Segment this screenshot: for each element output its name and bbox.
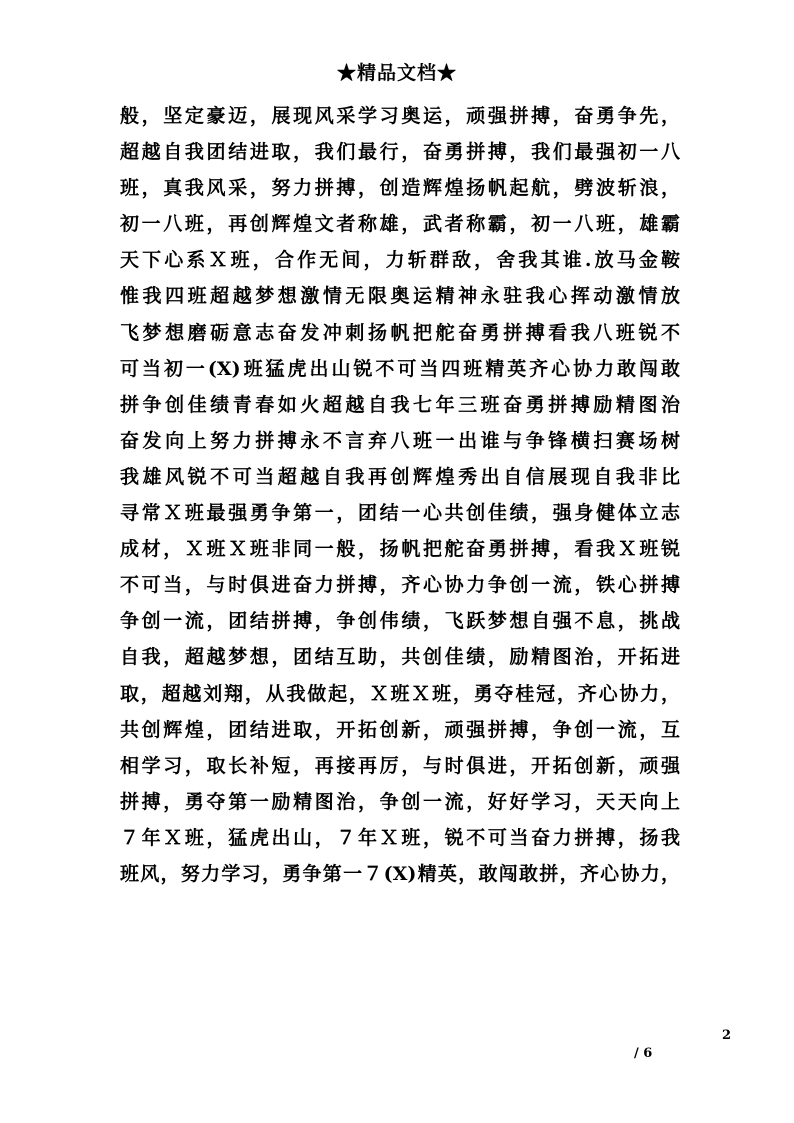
text-line: 初一八班，再创辉煌文者称雄，武者称霸，初一八班，雄霸: [120, 213, 680, 236]
text-line: 班，真我风采，努力拼搏，创造辉煌扬帆起航，劈波斩浪，: [120, 177, 680, 200]
page-header-title: ★精品文档★: [336, 62, 457, 84]
text-line: 飞梦想磨砺意志奋发冲刺扬帆把舵奋勇拼搏看我八班锐不: [120, 321, 680, 344]
text-line: 天下心系Ｘ班，合作无间，力斩群敌，舍我其谁.放马金鞍: [120, 249, 680, 272]
text-line: 超越自我团结进取，我们最行，奋勇拼搏，我们最强初一八: [120, 141, 680, 164]
document-body: [120, 98, 680, 892]
text-line: 取，超越刘翔，从我做起，Ｘ班Ｘ班，勇夺桂冠，齐心协力，: [120, 682, 680, 705]
text-line: 不可当，与时俱进奋力拼搏，齐心协力争创一流，铁心拼搏: [120, 574, 680, 597]
text-line: 奋发向上努力拼搏永不言弃八班一出谁与争锋横扫赛场树: [120, 429, 680, 452]
text-line: 共创辉煌，团结进取，开拓创新，顽强拼搏，争创一流，互: [120, 718, 680, 741]
text-line: 拼搏，勇夺第一励精图治，争创一流，好好学习，天天向上: [120, 790, 680, 813]
page-total: / 6: [634, 1046, 653, 1061]
text-line: 成材，Ｘ班Ｘ班非同一般，扬帆把舵奋勇拼搏，看我Ｘ班锐: [120, 538, 680, 561]
text-line: 可当初一(X)班猛虎出山锐不可当四班精英齐心协力敢闯敢: [120, 357, 680, 380]
text-line: 般，坚定豪迈，展现风采学习奥运，顽强拼搏，奋勇争先，: [120, 105, 680, 127]
text-line: 自我，超越梦想，团结互助，共创佳绩，励精图治，开拓进: [120, 646, 680, 669]
text-line: 寻常Ｘ班最强勇争第一，团结一心共创佳绩，强身健体立志: [120, 502, 680, 525]
text-line: ７年Ｘ班，猛虎出山，７年Ｘ班，锐不可当奋力拼搏，扬我: [120, 826, 680, 849]
text-line: 拼争创佳绩青春如火超越自我七年三班奋勇拼搏励精图治: [120, 393, 680, 416]
text-line: 相学习，取长补短，再接再厉，与时俱进，开拓创新，顽强: [120, 754, 680, 777]
page-number: 2: [722, 1028, 732, 1043]
text-line: 争创一流，团结拼搏，争创伟绩，飞跃梦想自强不息，挑战: [120, 610, 680, 633]
text-line: 班风，努力学习，勇争第一７(X)精英，敢闯敢拼，齐心协力，: [120, 862, 680, 885]
text-line: 我雄风锐不可当超越自我再创辉煌秀出自信展现自我非比: [120, 465, 680, 488]
text-line: 惟我四班超越梦想激情无限奥运精神永驻我心挥动激情放: [120, 285, 680, 308]
